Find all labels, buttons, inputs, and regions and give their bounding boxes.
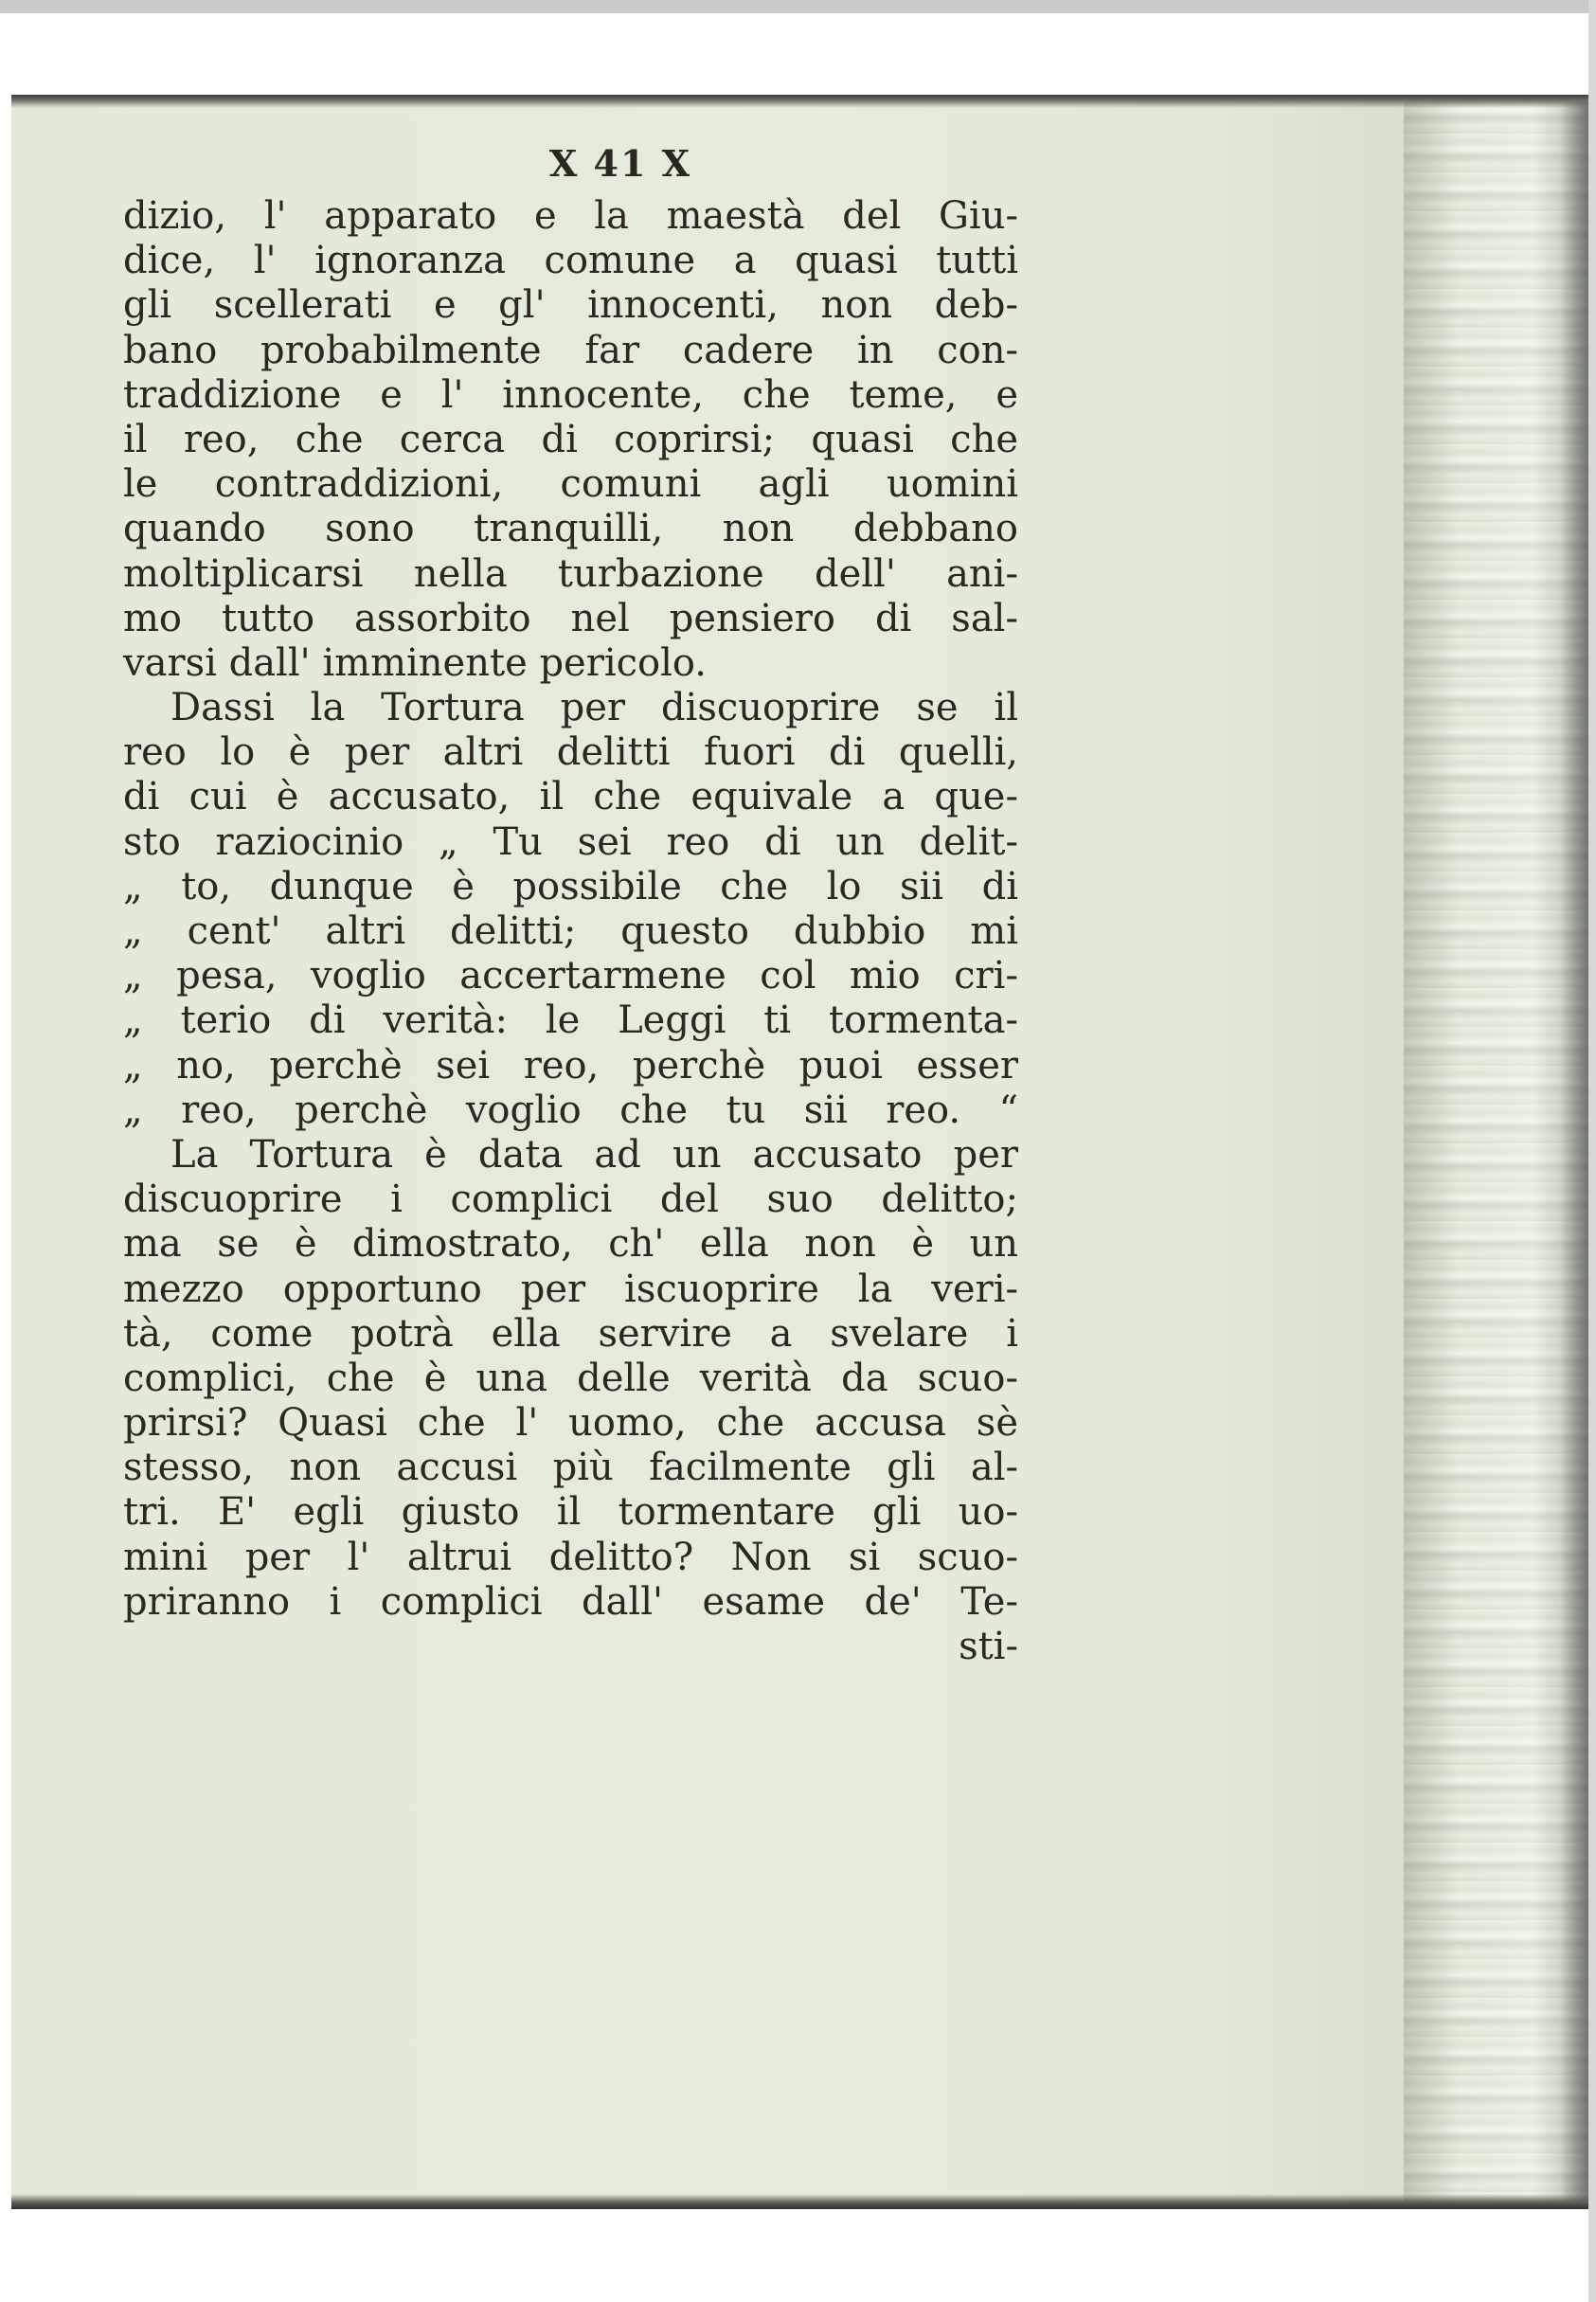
- text-line: priranno i complici dall' esame de' Te-: [123, 1579, 1018, 1624]
- bottom-scan-shadow: [11, 2194, 1588, 2209]
- text-line: „ to, dunque è possibile che lo sii di: [123, 864, 1018, 908]
- text-line: reo lo è per altri delitti fuori di quelli,: [123, 730, 1018, 775]
- text-line: „ pesa, voglio accertarmene col mio cri-: [123, 954, 1018, 998]
- right-border-bar: [1588, 0, 1596, 2302]
- text-line: „ terio di verità: le Leggi ti tormenta-: [123, 998, 1018, 1043]
- text-line: traddizione e l' innocente, che teme, e: [123, 372, 1018, 417]
- text-line: „ no, perchè sei reo, perchè puoi esser: [123, 1043, 1018, 1088]
- text-line: gli scellerati e gl' innocenti, non deb-: [123, 283, 1018, 328]
- text-line: mezzo opportuno per iscuoprire la veri-: [123, 1267, 1018, 1311]
- book-edge-shadow: [1560, 95, 1588, 2209]
- text-line: il reo, che cerca di coprirsi; quasi che: [123, 417, 1018, 461]
- text-line: stesso, non accusi più facilmente gli al-: [123, 1446, 1018, 1490]
- text-line: quando sono tranquilli, non debbano: [123, 507, 1018, 551]
- page-number-header: X 41 X: [548, 142, 692, 185]
- text-line: La Tortura è data ad un accusato per: [170, 1132, 1018, 1177]
- text-line: complici, che è una delle verità da scuo-: [123, 1356, 1018, 1400]
- text-line: varsi dall' imminente pericolo.: [123, 640, 708, 685]
- text-line: tà, come potrà ella servire a svelare i: [123, 1311, 1018, 1356]
- text-line: ma se è dimostrato, ch' ella non è un: [123, 1222, 1018, 1267]
- text-line: prirsi? Quasi che l' uomo, che accusa sè: [123, 1401, 1018, 1446]
- text-line: moltiplicarsi nella turbazione dell' ani-: [123, 551, 1018, 596]
- top-scan-shadow: [11, 95, 1588, 108]
- text-line: sto raziocinio „ Tu sei reo di un delit-: [123, 819, 1018, 864]
- text-line: discuoprire i complici del suo delitto;: [123, 1178, 1018, 1222]
- text-line: „ reo, perchè voglio che tu sii reo. “: [123, 1088, 1018, 1132]
- text-line: Dassi la Tortura per discuoprire se il: [170, 686, 1018, 730]
- text-line: mo tutto assorbito nel pensiero di sal-: [123, 596, 1018, 640]
- text-line: dice, l' ignoranza comune a quasi tutti: [123, 239, 1018, 283]
- text-line: bano probabilmente far cadere in con-: [123, 328, 1018, 372]
- text-line: dizio, l' apparato e la maestà del Giu-: [123, 194, 1018, 238]
- text-line: le contraddizioni, comuni agli uomini: [123, 462, 1018, 507]
- text-line: tri. E' egli giusto il tormentare gli uo-: [123, 1490, 1018, 1535]
- text-line: „ cent' altri delitti; questo dubbio mi: [123, 909, 1018, 953]
- body-text: [123, 194, 1018, 1669]
- catchword: sti-: [959, 1625, 1018, 1668]
- text-line: di cui è accusato, il che equivale a que-: [123, 775, 1018, 819]
- text-line: mini per l' altrui delitto? Non si scuo-: [123, 1535, 1018, 1579]
- top-border-bar: [0, 0, 1596, 13]
